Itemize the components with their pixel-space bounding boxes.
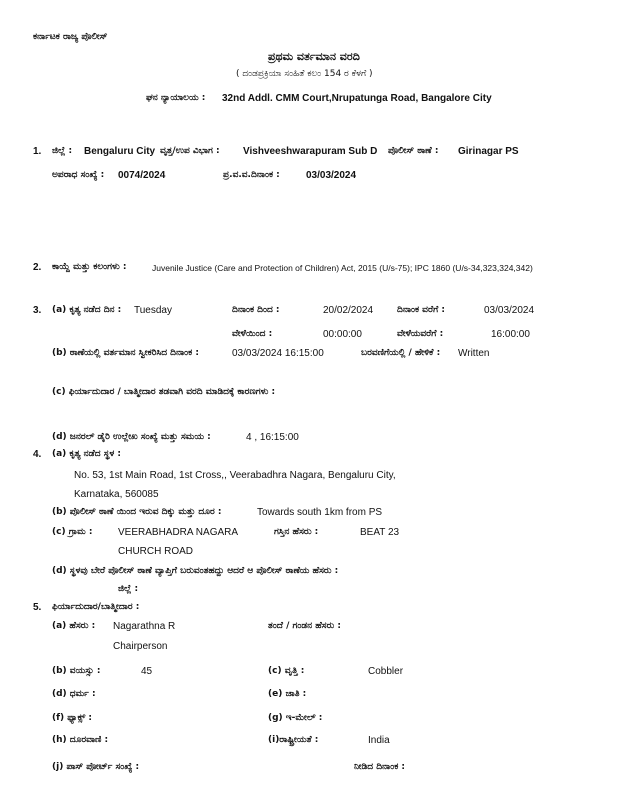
beat-label: ಗಸ್ತಿನ ಹೆಸರು :: [274, 527, 319, 537]
district-label: ಜಿಲ್ಲೆ :: [52, 146, 73, 156]
document-title: ಪ್ರಥಮ ವರ್ತಮಾನ ವರದಿ: [268, 50, 360, 63]
subdivision-value: Vishveeshwarapuram Sub D: [243, 146, 378, 157]
court-value: 32nd Addl. CMM Court,Nrupatunga Road, Bangalore City: [222, 93, 492, 104]
court-label: ಘನ ನ್ಯಾಯಾಲಯ :: [146, 93, 206, 103]
phone-label: (h) ದೂರವಾಣಿ :: [52, 735, 109, 745]
info-received-label: (b) ಠಾಣೆಯಲ್ಲಿ ವರ್ತಮಾನ ಸ್ವೀಕರಿಸಿದ ದಿನಾಂಕ :: [52, 348, 199, 358]
from-date-value: 20/02/2024: [323, 305, 374, 316]
crime-number-value: 0074/2024: [118, 170, 166, 181]
crime-number-label: ಅಪರಾಧ ಸಂಖ್ಯೆ :: [52, 170, 105, 180]
passport-number-label: (j) ಪಾಸ್ ಪೋರ್ಟ್ ಸಂಖ್ಯೆ :: [52, 762, 140, 772]
act-sections-label: ಕಾಯ್ದೆ ಮತ್ತು ಕಲಂಗಳು :: [52, 262, 127, 272]
subdivision-label: ವೃತ್ತ/ಉಪ ವಿಭಾಗ :: [160, 146, 220, 156]
fir-date-label: ಪ್ರ.ವ.ವ.ದಿನಾಂಕ :: [223, 170, 280, 180]
delay-reason-label: (c) ಫಿರ್ಯಾದುದಾರ / ಬಾತ್ಮೀದಾರ ತಡವಾಗಿ ವರದಿ ಮಾಡಿದಕ್ಕೆ ಕಾರಣಗಳು :: [52, 387, 276, 397]
email-label: (g) ಇ-ಮೇಲ್ :: [268, 713, 323, 723]
section-3-number: 3.: [33, 305, 42, 316]
occurrence-day-label: (a) ಕೃತ್ಯ ನಡೆದ ದಿನ :: [52, 305, 122, 315]
occupation-label: (c) ವೃತ್ತಿ :: [268, 666, 305, 676]
direction-distance-label: (b) ಪೊಲೀಸ್ ಠಾಣೆ ಯಿಂದ ಇರುವ ದಿಕ್ಕು ಮತ್ತು ದೂರ :: [52, 507, 222, 517]
beat-value: BEAT 23: [360, 527, 400, 538]
caste-label: (e) ಜಾತಿ :: [268, 689, 307, 699]
section-1-number: 1.: [33, 146, 42, 157]
religion-label: (d) ಧರ್ಮ :: [52, 689, 96, 699]
police-station-label: ಪೊಲೀಸ್ ಠಾಣೆ :: [388, 146, 439, 156]
district-value: Bengaluru City: [84, 146, 156, 157]
place-of-occurrence-label: (a) ಕೃತ್ಯ ನಡೆದ ಸ್ಥಳ :: [52, 449, 122, 459]
address-line-2: Karnataka, 560085: [74, 489, 159, 500]
passport-issue-date-label: ನೀಡಿದ ದಿನಾಂಕ :: [354, 762, 405, 772]
village-value-1: VEERABHADRA NAGARA: [118, 527, 239, 538]
fax-label: (f) ಫ್ಯಾಕ್ಸ್ :: [52, 713, 93, 723]
document-subtitle: ( ದಂಡಪ್ರಕ್ರಿಯಾ ಸಂಹಿತೆ ಕಲಂ 154 ರ ಕೆಳಗೆ ): [236, 69, 373, 79]
to-date-label: ದಿನಾಂಕ ವರೆಗೆ :: [397, 305, 446, 315]
general-diary-value: 4 , 16:15:00: [246, 432, 299, 443]
village-value-2: CHURCH ROAD: [118, 546, 193, 557]
other-station-district-label: ಜಿಲ್ಲೆ :: [118, 584, 139, 594]
father-husband-name-label: ತಂದೆ / ಗಂಡನ ಹೆಸರು :: [268, 621, 341, 631]
to-time-label: ವೇಳೆಯವರೆಗೆ :: [397, 329, 444, 339]
report-type-value: Written: [458, 348, 490, 359]
address-line-1: No. 53, 1st Main Road, 1st Cross,, Veerabadhra Nagara, Bengaluru City,: [74, 470, 396, 481]
occurrence-day-value: Tuesday: [134, 305, 172, 316]
complainant-name-label: (a) ಹೆಸರು :: [52, 621, 96, 631]
general-diary-label: (d) ಜನರಲ್ ಡೈರಿ ಉಲ್ಲೇಖ ಸಂಖ್ಯೆ ಮತ್ತು ಸಮಯ :: [52, 432, 211, 442]
section-2-number: 2.: [33, 262, 42, 273]
village-label: (c) ಗ್ರಾಮ :: [52, 527, 93, 537]
info-received-value: 03/03/2024 16:15:00: [232, 348, 324, 359]
direction-distance-value: Towards south 1km from PS: [257, 507, 383, 518]
report-type-label: ಬರವಣಿಗೆಯಲ್ಲಿ / ಹೇಳಿಕೆ :: [361, 348, 441, 358]
to-time-value: 16:00:00: [491, 329, 530, 340]
from-time-label: ವೇಳೆಯಿಂದ :: [232, 329, 273, 339]
to-date-value: 03/03/2024: [484, 305, 535, 316]
complainant-label: ಫಿರ್ಯಾದುದಾರ/ಬಾತ್ಮೀದಾರ :: [52, 602, 140, 612]
nationality-label: (i)ರಾಷ್ಟ್ರೀಯತೆ :: [268, 735, 319, 745]
section-5-number: 5.: [33, 602, 42, 613]
fir-date-value: 03/03/2024: [306, 170, 357, 181]
other-station-label: (d) ಸ್ಥಳವು ಬೇರೆ ಪೊಲೀಸ್ ಠಾಣೆ ವ್ಯಾಪ್ತಿಗೆ ಬರುವಂತಹದ್ದು ಆದರೆ ಆ ಪೊಲೀಸ್ ಠಾಣೆಯ ಹೆಸರು :: [52, 566, 339, 576]
nationality-value: India: [368, 735, 390, 746]
from-time-value: 00:00:00: [323, 329, 362, 340]
age-value: 45: [141, 666, 153, 677]
occupation-value: Cobbler: [368, 666, 404, 677]
section-4-number: 4.: [33, 449, 42, 460]
org-name: ಕರ್ನಾಟಕ ರಾಜ್ಯ ಪೊಲೀಸ್: [33, 32, 108, 42]
police-station-value: Girinagar PS: [458, 146, 519, 157]
age-label: (b) ವಯಸ್ಸು :: [52, 666, 101, 676]
complainant-designation-value: Chairperson: [113, 641, 168, 652]
complainant-name-value: Nagarathna R: [113, 621, 176, 632]
from-date-label: ದಿನಾಂಕ ದಿಂದ :: [232, 305, 280, 315]
act-sections-value: Juvenile Justice (Care and Protection of Children) Act, 2015 (U/s-75); IPC 1860 (U/s-34,323,324,342): [152, 263, 533, 273]
